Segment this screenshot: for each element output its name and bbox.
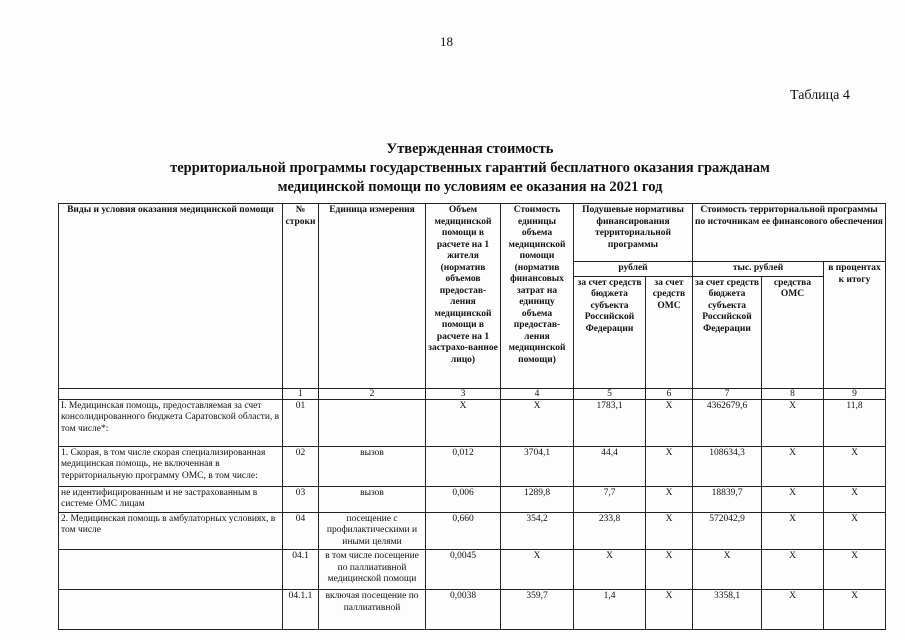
document-title (120, 140, 820, 197)
cell-c3: 0,006 (426, 486, 501, 512)
cell-unit: включая посещение по паллиативной (319, 590, 426, 630)
cell-c6: X (646, 399, 693, 446)
column-number: 1 (283, 388, 319, 399)
cell-c3: 0,0038 (426, 590, 501, 630)
header-rubles: рублей (574, 262, 693, 277)
cell-c7: X (693, 550, 762, 590)
cell-unit: в том числе посещение по паллиативной медицинской помощи (319, 550, 426, 590)
cell-c4: 3704,1 (501, 446, 574, 486)
cell-c5: 7,7 (574, 486, 646, 512)
cell-c8: X (762, 512, 824, 550)
header-budget-7: за счет средств бюджета субъекта Российской Федерации (693, 276, 762, 388)
cell-c9: X (824, 590, 886, 630)
table-row (59, 399, 886, 446)
table-label: Таблица 4 (790, 88, 850, 103)
cell-c8: X (762, 590, 824, 630)
page-number: 18 (440, 34, 453, 49)
cell-c6: X (646, 486, 693, 512)
column-number: 9 (824, 388, 886, 399)
cell-c8: X (762, 399, 824, 446)
header-oms-8: средства ОМС (762, 276, 824, 388)
header-oms: за счет средств ОМС (646, 276, 693, 388)
cell-c9: X (824, 550, 886, 590)
cell-unit: посещение с профилактическими и иными целями (319, 512, 426, 550)
header-per-capita: Подушевые нормативы финансирования территориальной программы (574, 204, 693, 262)
cell-unit: вызов (319, 486, 426, 512)
cell-no: 02 (283, 446, 319, 486)
cell-c6: X (646, 446, 693, 486)
cell-name (59, 550, 283, 590)
column-number: 3 (426, 388, 501, 399)
header-thous-rubles: тыс. рублей (693, 262, 824, 277)
cell-c7: 572042,9 (693, 512, 762, 550)
table-row (59, 486, 886, 512)
title-line: Утвержденная стоимость (386, 141, 554, 157)
column-number: 7 (693, 388, 762, 399)
cell-c5: X (574, 550, 646, 590)
cell-c5: 1,4 (574, 590, 646, 630)
cell-no: 03 (283, 486, 319, 512)
cell-c6: X (646, 590, 693, 630)
cell-c9: X (824, 446, 886, 486)
cell-name: не идентифицированным и не застрахованным в системе ОМС лицам (59, 486, 283, 512)
cell-unit (319, 399, 426, 446)
cell-c7: 4362679,6 (693, 399, 762, 446)
cell-no: 01 (283, 399, 319, 446)
cell-c8: X (762, 550, 824, 590)
column-number: 4 (501, 388, 574, 399)
cell-no: 04.1 (283, 550, 319, 590)
table-row (59, 590, 886, 630)
column-number-row (59, 388, 886, 399)
cell-c3: 0,0045 (426, 550, 501, 590)
cell-c4: X (501, 550, 574, 590)
cell-c9: X (824, 486, 886, 512)
table-row (59, 512, 886, 550)
header-cost-unit: Стоимость единицы объема медицинской помощи (норматив финансовых затрат на единицу объема предостав-ления медицинской помощи) (501, 204, 574, 389)
cell-c6: X (646, 512, 693, 550)
cell-c7: 18839,7 (693, 486, 762, 512)
cell-c4: 354,2 (501, 512, 574, 550)
column-number: 5 (574, 388, 646, 399)
cell-c9: X (824, 512, 886, 550)
header-row-no: № строки (283, 204, 319, 389)
cell-c5: 233,8 (574, 512, 646, 550)
cell-name: 1. Скорая, в том числе скорая специализированная медицинская помощь, не включенная в территориальную программу ОМС, в том числе: (59, 446, 283, 486)
cell-c8: X (762, 446, 824, 486)
cell-c5: 1783,1 (574, 399, 646, 446)
cost-table (58, 203, 886, 630)
table-row (59, 446, 886, 486)
column-number: 6 (646, 388, 693, 399)
cell-c7: 108634,3 (693, 446, 762, 486)
cell-c6: X (646, 550, 693, 590)
header-volume: Объем медицинской помощи в расчете на 1 жителя (норматив объемов предостав-ления медицинской помощи в расчете на 1 застрахо-ванное лицо) (426, 204, 501, 389)
table-row (59, 550, 886, 590)
cell-c4: 1289,8 (501, 486, 574, 512)
column-number: 2 (319, 388, 426, 399)
cell-name: 2. Медицинская помощь в амбулаторных условиях, в том числе (59, 512, 283, 550)
cell-name (59, 590, 283, 630)
header-percent: в процентах к итогу (824, 262, 886, 389)
cell-c3: 0,660 (426, 512, 501, 550)
cell-c4: X (501, 399, 574, 446)
header-unit: Единица измерения (319, 204, 426, 389)
cell-c3: 0,012 (426, 446, 501, 486)
column-number: 8 (762, 388, 824, 399)
cell-name: I. Медицинская помощь, предоставляемая за счет консолидированного бюджета Саратовской области, в том числе*: (59, 399, 283, 446)
header-program-cost: Стоимость территориальной программы по источникам ее финансового обеспечения (693, 204, 886, 262)
title-line: территориальной программы государственных гарантий бесплатного оказания гражданам (170, 160, 770, 176)
header-types: Виды и условия оказания медицинской помощи (59, 204, 283, 389)
cell-no: 04 (283, 512, 319, 550)
cell-c3: X (426, 399, 501, 446)
cell-c8: X (762, 486, 824, 512)
cell-c5: 44,4 (574, 446, 646, 486)
cell-no: 04.1.1 (283, 590, 319, 630)
column-number (59, 388, 283, 399)
cell-unit: вызов (319, 446, 426, 486)
cell-c7: 3358,1 (693, 590, 762, 630)
cell-c4: 359,7 (501, 590, 574, 630)
title-line: медицинской помощи по условиям ее оказания на 2021 год (277, 179, 663, 195)
header-budget: за счет средств бюджета субъекта Российской Федерации (574, 276, 646, 388)
cell-c9: 11,8 (824, 399, 886, 446)
